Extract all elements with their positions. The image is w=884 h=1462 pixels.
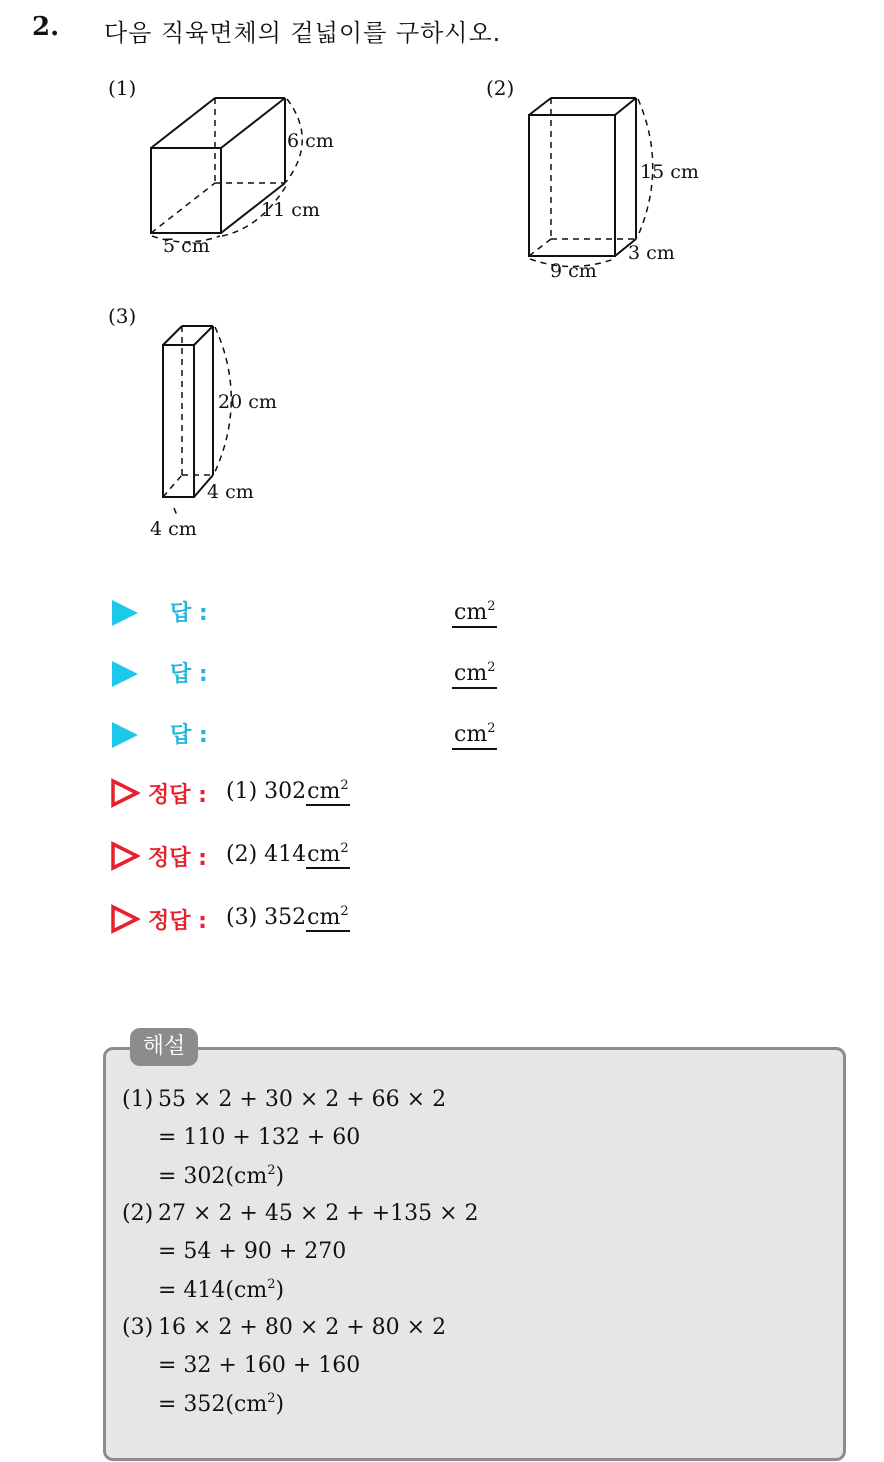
figure-1-height-label: 6 cm bbox=[287, 130, 334, 152]
expr-text: = 352(cm bbox=[158, 1392, 268, 1417]
unit-exponent: 2 bbox=[487, 721, 496, 736]
answer-row-2 bbox=[112, 655, 532, 695]
unit-exponent: 2 bbox=[487, 660, 496, 675]
play-triangle-icon bbox=[112, 661, 138, 687]
unit-exponent: 2 bbox=[340, 778, 349, 793]
explanation-line-1: 55 × 2 + 30 × 2 + 66 × 2 bbox=[158, 1087, 447, 1112]
unit-exponent: 2 bbox=[340, 904, 349, 919]
figure-1-width-label: 5 cm bbox=[163, 235, 210, 257]
figure-1-depth-label: 11 cm bbox=[261, 199, 320, 221]
figure-3-height-label: 20 cm bbox=[218, 391, 277, 413]
question-number: 2. bbox=[32, 12, 60, 42]
outline-triangle-icon bbox=[110, 841, 140, 871]
outline-triangle-icon bbox=[110, 778, 140, 808]
solution-value bbox=[226, 841, 350, 867]
solution-label: 정답 : bbox=[148, 846, 207, 871]
cuboid-figure-3 bbox=[0, 0, 884, 560]
explanation-prefix-3: (3) bbox=[122, 1315, 154, 1340]
answer-row-3 bbox=[112, 716, 532, 756]
solution-unit bbox=[306, 779, 349, 806]
explanation-line-2: = 110 + 132 + 60 bbox=[158, 1125, 361, 1150]
explanation-line-6 bbox=[158, 1277, 284, 1303]
explanation-tab: 해설 bbox=[130, 1028, 198, 1066]
unit-text: cm bbox=[307, 779, 341, 804]
explanation-line-4: 27 × 2 + 45 × 2 + +135 × 2 bbox=[158, 1201, 479, 1226]
explanation-line-3 bbox=[158, 1163, 284, 1189]
expr-exponent: 2 bbox=[267, 1277, 276, 1292]
expr-close: ) bbox=[275, 1392, 285, 1417]
answer-blank-1[interactable] bbox=[452, 594, 497, 628]
explanation-line-9 bbox=[158, 1391, 284, 1417]
figure-1-label: (1) bbox=[108, 76, 137, 100]
answer-blank-3[interactable] bbox=[452, 716, 497, 750]
answer-label: 답 : bbox=[170, 662, 208, 687]
solution-label: 정답 : bbox=[148, 783, 207, 808]
unit-exponent: 2 bbox=[340, 841, 349, 856]
expr-text: = 302(cm bbox=[158, 1164, 268, 1189]
unit-text: cm bbox=[454, 661, 488, 686]
expr-exponent: 2 bbox=[267, 1391, 276, 1406]
expr-close: ) bbox=[275, 1164, 285, 1189]
solution-value bbox=[226, 778, 350, 804]
unit-text: cm bbox=[454, 600, 488, 625]
outline-triangle-icon bbox=[110, 904, 140, 934]
figure-2-depth-label: 3 cm bbox=[628, 242, 675, 264]
solution-value bbox=[226, 904, 350, 930]
figure-2-label: (2) bbox=[486, 76, 515, 100]
explanation-line-8: = 32 + 160 + 160 bbox=[158, 1353, 361, 1378]
unit-text: cm bbox=[454, 722, 488, 747]
solution-row-3 bbox=[110, 902, 530, 942]
figure-2-width-label: 9 cm bbox=[550, 260, 597, 282]
explanation-prefix-2: (2) bbox=[122, 1201, 154, 1226]
figure-3-depth-label: 4 cm bbox=[207, 481, 254, 503]
unit-text: cm bbox=[307, 905, 341, 930]
question-text: 다음 직육면체의 겉넓이를 구하시오. bbox=[104, 19, 502, 47]
answer-blank-2[interactable] bbox=[452, 655, 497, 689]
unit-exponent: 2 bbox=[487, 599, 496, 614]
unit-text: cm bbox=[307, 842, 341, 867]
solution-row-1 bbox=[110, 776, 530, 816]
solution-number: (2) 414 bbox=[226, 842, 307, 867]
solution-unit bbox=[306, 905, 349, 932]
answer-label: 답 : bbox=[170, 723, 208, 748]
expr-text: = 414(cm bbox=[158, 1278, 268, 1303]
solution-label: 정답 : bbox=[148, 909, 207, 934]
solution-row-2 bbox=[110, 839, 530, 879]
solution-number: (1) 302 bbox=[226, 779, 307, 804]
expr-close: ) bbox=[275, 1278, 285, 1303]
solution-number: (3) 352 bbox=[226, 905, 307, 930]
figure-3-label: (3) bbox=[108, 304, 137, 328]
explanation-line-7: 16 × 2 + 80 × 2 + 80 × 2 bbox=[158, 1315, 447, 1340]
explanation-prefix-1: (1) bbox=[122, 1087, 154, 1112]
play-triangle-icon bbox=[112, 600, 138, 626]
figure-2-height-label: 15 cm bbox=[640, 161, 699, 183]
solution-unit bbox=[306, 842, 349, 869]
expr-exponent: 2 bbox=[267, 1163, 276, 1178]
play-triangle-icon bbox=[112, 722, 138, 748]
figure-3-width-label: 4 cm bbox=[150, 518, 197, 540]
answer-label: 답 : bbox=[170, 601, 208, 626]
explanation-line-5: = 54 + 90 + 270 bbox=[158, 1239, 347, 1264]
answer-row-1 bbox=[112, 594, 532, 634]
